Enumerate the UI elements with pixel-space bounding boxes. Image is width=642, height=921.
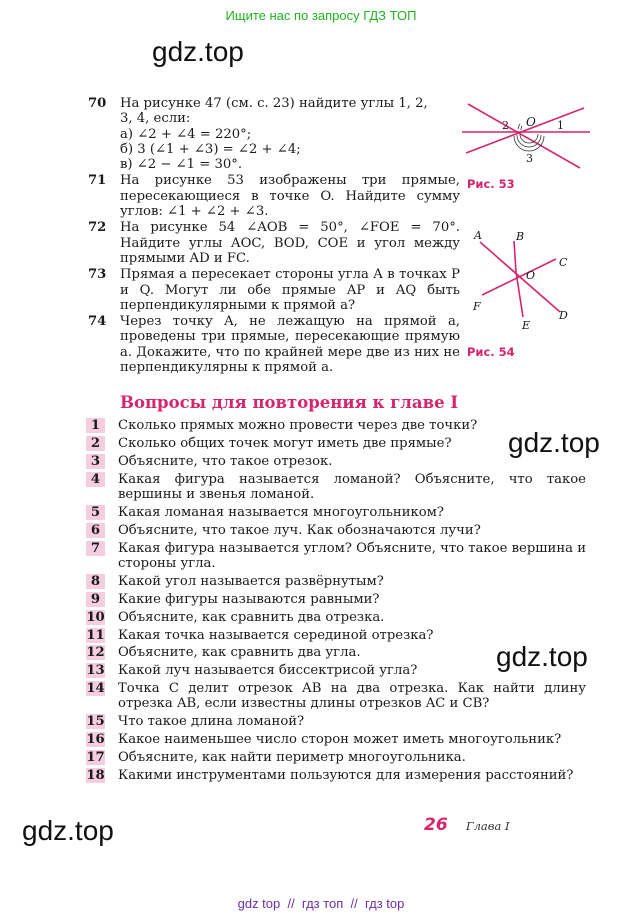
bottom-banner: gdz top // гдз топ // гдз top <box>237 896 405 911</box>
problem-item <box>88 220 460 266</box>
question-item <box>86 592 586 607</box>
question-item <box>86 523 586 538</box>
question-number: 9 <box>86 592 105 607</box>
question-number: 3 <box>86 454 105 469</box>
problem-text: Через точку A, не лежащую на прямой a, проведены три прямые, пересекающие прямую a. Докажите, что по крайней мере две из них не перпендикулярны к прямой a. <box>120 314 460 376</box>
fig53-label-3: 3 <box>526 152 533 165</box>
watermark: gdz.top <box>508 427 600 458</box>
figure-53-caption: Рис. 53 <box>467 177 515 191</box>
question-item <box>86 505 586 520</box>
question-text: Какая точка называется серединой отрезка? <box>118 627 434 643</box>
problem-number: 71 <box>88 173 107 189</box>
question-item <box>86 663 586 678</box>
question-number: 16 <box>86 732 105 748</box>
problem-number: 74 <box>88 314 107 330</box>
question-number: 4 <box>86 472 105 487</box>
problem-item <box>88 173 460 219</box>
watermark: gdz.top <box>496 641 588 672</box>
question-item <box>86 732 586 747</box>
question-text: Какие фигуры называются равными? <box>118 591 380 607</box>
figure-54 <box>462 222 582 337</box>
problem-item <box>88 96 460 172</box>
problem-text: На рисунке 54 ∠AOB = 50°, ∠FOE = 70°. Найдите углы AOC, BOD, COE и угол между прямыми AD и FC. <box>120 220 460 266</box>
problem-number: 73 <box>88 267 107 283</box>
question-item <box>86 574 586 589</box>
figure-54-caption: Рис. 54 <box>467 345 515 359</box>
question-number: 18 <box>86 768 105 784</box>
top-banner: Ищите нас по запросу ГДЗ ТОП <box>225 8 417 23</box>
question-number: 17 <box>86 750 105 766</box>
question-text: Что такое длина ломаной? <box>118 714 305 730</box>
question-number: 5 <box>86 505 105 520</box>
figure-53 <box>462 96 592 176</box>
watermark: gdz.top <box>22 815 114 846</box>
question-number: 15 <box>86 714 105 730</box>
question-item <box>86 418 586 433</box>
problem-number: 72 <box>88 220 107 236</box>
question-item <box>86 472 586 503</box>
question-item <box>86 714 586 729</box>
problem-item <box>88 267 460 313</box>
fig53-label-2: 2 <box>502 119 509 132</box>
fig54-label-e: E <box>522 319 531 332</box>
problem-text: На рисунке 47 (см. с. 23) найдите углы 1, 2, 3, 4, если: а) ∠2 + ∠4 = 220°; б) 3 (∠1 + ∠3) = ∠2 + ∠4; в) ∠2 − ∠1 = 30°. <box>120 96 428 173</box>
question-number: 13 <box>86 663 105 679</box>
problem-number: 70 <box>88 96 107 111</box>
question-item <box>86 681 586 712</box>
question-item <box>86 750 586 765</box>
question-number: 6 <box>86 523 105 538</box>
question-number: 11 <box>86 627 105 643</box>
question-number: 10 <box>86 609 105 625</box>
fig54-label-f: F <box>473 300 481 313</box>
fig53-line <box>468 104 580 168</box>
problem-text: На рисунке 53 изображены три прямые, пересекающиеся в точке O. Найдите сумму углов: ∠1 + ∠2 + ∠3. <box>120 173 460 220</box>
problem-text: Прямая a пересекает стороны угла A в точках P и Q. Могут ли обе прямые AP и AQ быть перпендикулярными к прямой a? <box>120 267 460 313</box>
question-text: Объясните, как сравнить два отрезка. <box>118 609 385 625</box>
question-text: Объясните, как найти периметр многоугольника. <box>118 750 466 766</box>
fig53-arc <box>518 124 520 129</box>
question-item <box>86 645 586 660</box>
question-text: Объясните, что такое луч. Как обозначаются лучи? <box>118 522 481 538</box>
question-number: 1 <box>86 418 105 433</box>
fig53-label-1: 1 <box>557 119 564 132</box>
fig54-ray-ob <box>514 241 516 272</box>
question-number: 8 <box>86 574 105 589</box>
question-text: Какими инструментами пользуются для измерения расстояний? <box>118 768 574 784</box>
fig53-arc <box>521 126 522 130</box>
fig54-label-a: A <box>474 229 482 242</box>
question-text: Какая фигура называется углом? Объясните, что такое вершина и стороны угла. <box>118 540 586 571</box>
question-text: Какая ломаная называется многоугольником? <box>118 504 444 520</box>
question-item <box>86 454 586 469</box>
page-number: 26 <box>424 815 448 835</box>
question-text: Объясните, как сравнить два угла. <box>118 645 361 661</box>
question-item <box>86 436 586 451</box>
fig54-label-o: O <box>526 269 536 282</box>
question-text: Какой угол называется развёрнутым? <box>118 573 384 589</box>
question-text: Сколько общих точек могут иметь две прямые? <box>118 435 452 451</box>
question-number: 2 <box>86 436 105 451</box>
question-text: Сколько прямых можно провести через две точки? <box>118 418 478 433</box>
question-text: Какой луч называется биссектрисой угла? <box>118 663 418 679</box>
question-list <box>86 418 586 786</box>
question-text: Какое наименьшее число сторон может иметь многоугольник? <box>118 732 562 748</box>
question-item <box>86 541 586 572</box>
fig54-label-d: D <box>559 309 568 322</box>
question-text: Какая фигура называется ломаной? Объясните, что такое вершины и звенья ломаной. <box>118 471 586 502</box>
question-text: Объясните, что такое отрезок. <box>118 453 333 469</box>
question-number: 14 <box>86 681 105 697</box>
fig54-label-b: B <box>516 230 525 243</box>
problem-list <box>88 96 460 376</box>
fig53-label-o: O <box>526 115 536 129</box>
fig54-label-c: C <box>559 256 568 269</box>
question-text: Точка C делит отрезок AB на два отрезка. Как найти длину отрезка AB, если известны длины отрезков AC и CB? <box>118 681 586 712</box>
question-item <box>86 610 586 625</box>
section-title: Вопросы для повторения к главе I <box>120 393 459 412</box>
question-item <box>86 768 586 783</box>
watermark: gdz.top <box>152 36 244 67</box>
question-number: 12 <box>86 645 105 661</box>
question-number: 7 <box>86 541 105 556</box>
problem-item <box>88 314 460 375</box>
question-item <box>86 628 586 643</box>
chapter-label: Глава I <box>466 819 510 833</box>
